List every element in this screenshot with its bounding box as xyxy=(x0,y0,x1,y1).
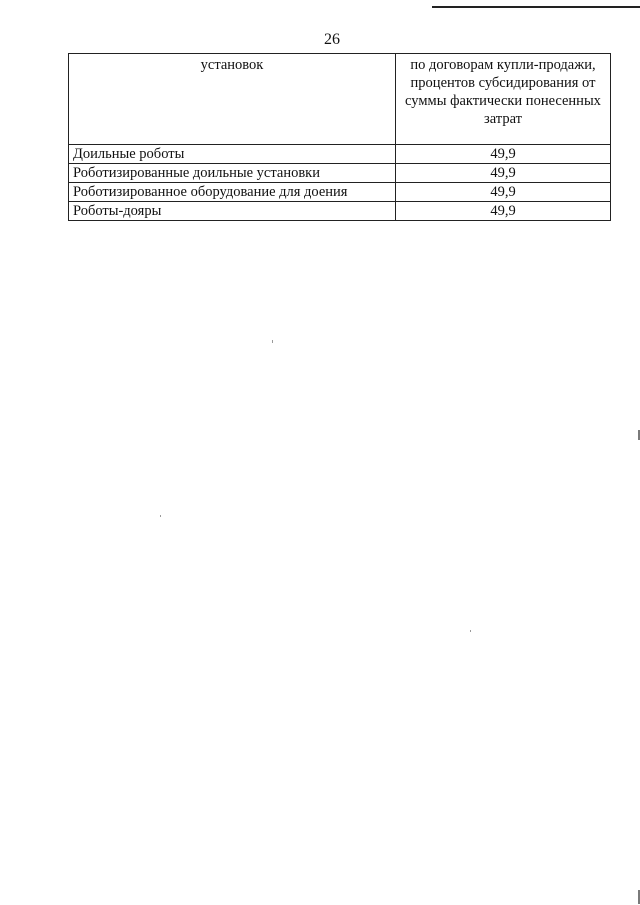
scan-speck xyxy=(470,630,471,632)
table-row xyxy=(69,183,611,202)
row-value-cell: 49,9 xyxy=(396,202,611,221)
row-name-cell: Роботизированные доильные установки xyxy=(69,164,396,183)
top-rule xyxy=(432,6,640,8)
row-value-cell: 49,9 xyxy=(396,145,611,164)
scan-speck xyxy=(272,340,273,343)
scan-speck xyxy=(160,515,161,517)
row-name-cell: Роботизированное оборудование для доения xyxy=(69,183,396,202)
row-value-cell: 49,9 xyxy=(396,164,611,183)
table-row xyxy=(69,145,611,164)
header-cell-name: установок xyxy=(69,54,396,145)
subsidy-table xyxy=(68,53,611,221)
table-row xyxy=(69,202,611,221)
row-name-cell: Доильные роботы xyxy=(69,145,396,164)
row-value-cell: 49,9 xyxy=(396,183,611,202)
row-name-cell: Роботы-дояры xyxy=(69,202,396,221)
page-number: 26 xyxy=(324,31,340,48)
header-cell-value: по договорам купли-продажи, процентов субсидирования от суммы фактически понесенных затрат xyxy=(396,54,611,145)
table-header-row xyxy=(69,54,611,145)
table-row xyxy=(69,164,611,183)
